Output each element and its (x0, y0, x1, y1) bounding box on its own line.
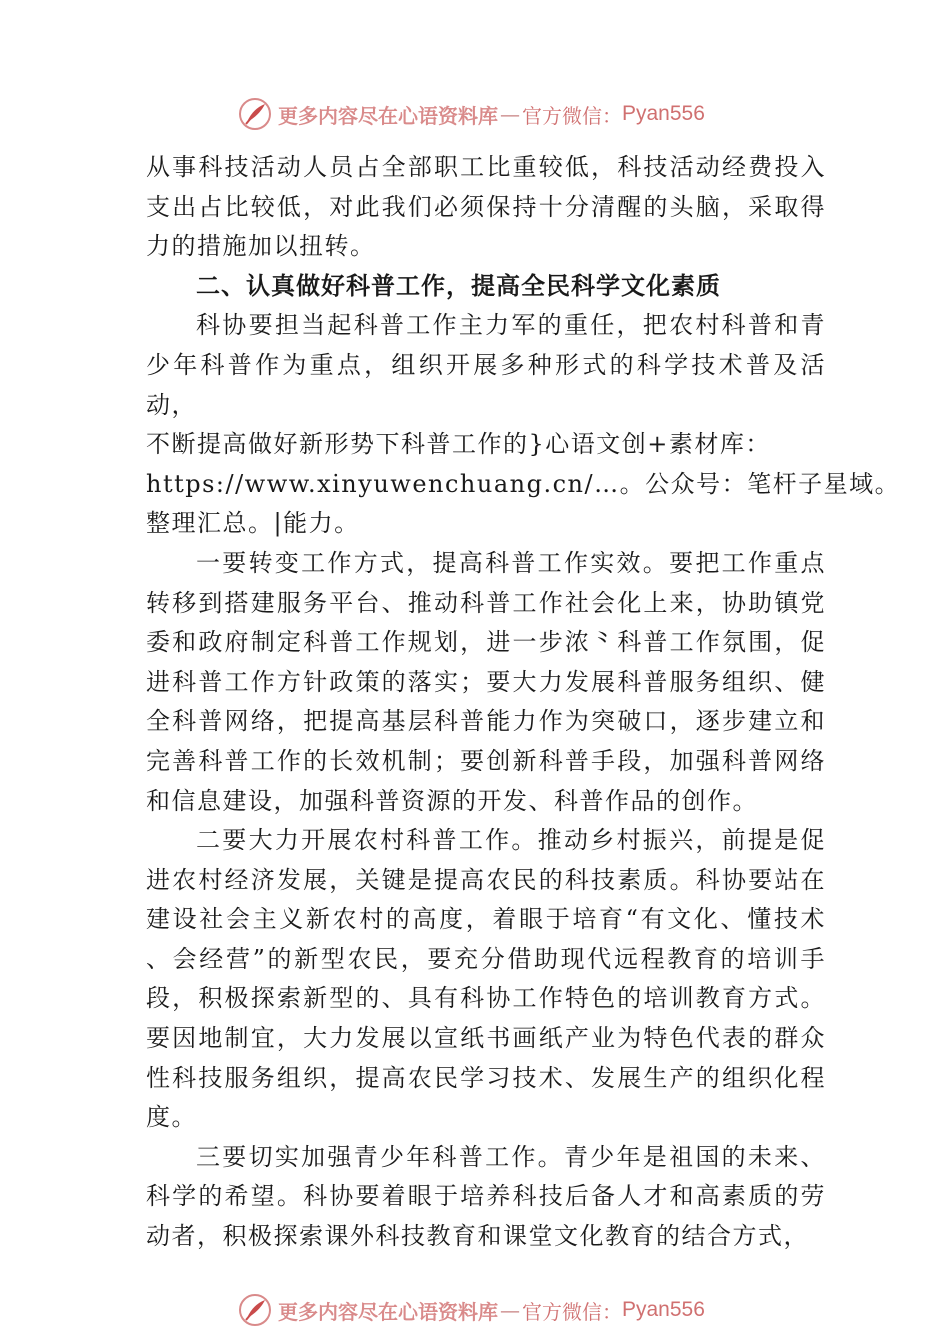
watermark-site-text: 更多内容尽在心语资料库 (278, 103, 498, 128)
paragraph-intro-line2: 不断提高做好新形势下科普工作的}心语文创+素材库： (146, 430, 771, 459)
watermark-wechat-label: 官方微信： (522, 103, 622, 128)
feather-pen-logo-icon (238, 1293, 272, 1327)
paragraph-point-three: 三要切实加强青少年科普工作。青少年是祖国的未来、科学的希望。科协要着眼于培养科技后备人才和高素质的劳动者，积极探索课外科技教育和课堂文化教育的结合方式， (146, 1142, 826, 1251)
watermark-separator: — (500, 1298, 520, 1322)
section-heading: 二、认真做好科普工作，提高全民科学文化素质 (196, 271, 721, 300)
paragraph-continuation: 从事科技活动人员占全部职工比重较低，科技活动经费投入支出占比较低，对此我们必须保持十分清醒的头脑，采取得力的措施加以扭转。 (146, 153, 826, 261)
paragraph-intro: 科协要担当起科普工作主力军的重任，把农村科普和青少年科普作为重点，组织开展多种形式的科学技术普及活动， (146, 311, 826, 419)
watermark-wechat-id: Pyan556 (622, 1298, 705, 1321)
watermark-site-text: 更多内容尽在心语资料库 (278, 1299, 498, 1324)
paragraph-intro-line4: 整理汇总。|能力。 (146, 509, 360, 538)
watermark-separator: — (500, 102, 520, 126)
watermark-banner-top (238, 94, 758, 134)
watermark-banner-bottom (238, 1290, 758, 1330)
watermark-wechat-id: Pyan556 (622, 102, 705, 125)
feather-pen-logo-icon (238, 97, 272, 131)
paragraph-point-one: 一要转变工作方式，提高科普工作实效。要把工作重点转移到搭建服务平台、推动科普工作社会化上来，协助镇党委和政府制定科普工作规划，进一步浓⺀科普工作氛围，促进科普工作方针政策的落实；要大力发展科普服务组织、健全科普网络，把提高基层科普能力作为突破口，逐步建立和完善科普工作的长效机制；要创新科普手段，加强科普网络和信息建设，加强科普资源的开发、科普作品的创作。 (146, 548, 826, 815)
watermark-wechat-label: 官方微信： (522, 1299, 622, 1324)
paragraph-point-two: 二要大力开展农村科普工作。推动乡村振兴，前提是促进农村经济发展，关键是提高农民的科技素质。科协要站在建设社会主义新农村的高度，着眼于培育“有文化、懂技术 、会经营”的新型农民，要充分借助现代远程教育的培训手段，积极探索新型的、具有科协工作特色的培训教育方式。要因地制宜，大力发展以宣纸书画纸产业为特色代表的群众性科技服务组织，提高农民学习技术、发展生产的组织化程度。 (146, 826, 826, 1132)
document-body (146, 148, 901, 1257)
paragraph-intro-url-line: https://www.xinyuwenchuang.cn/…。公众号：笔杆子星域。 (146, 469, 901, 498)
